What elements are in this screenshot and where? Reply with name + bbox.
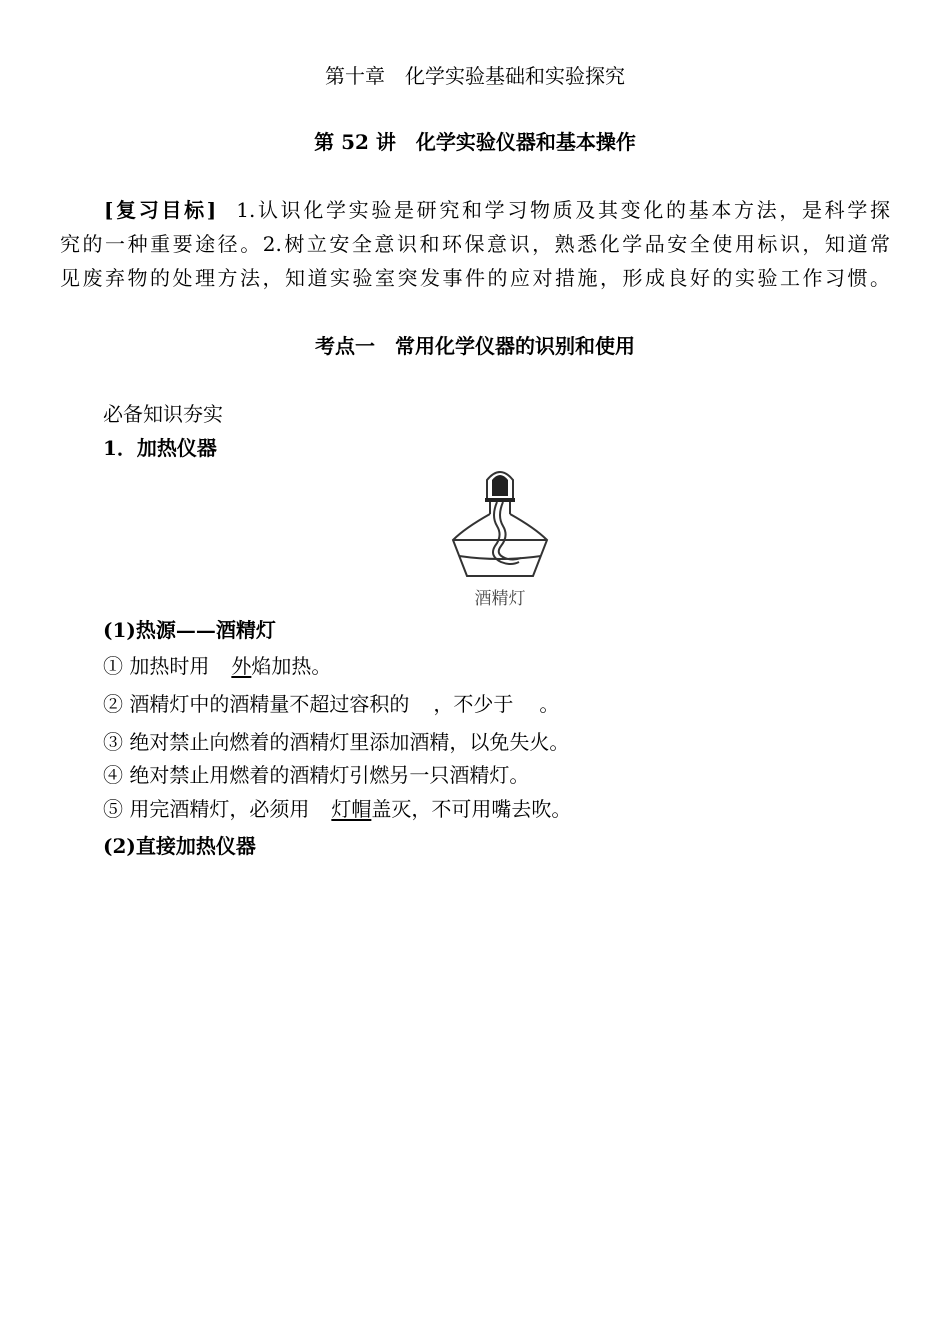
chapter-title: 第十章 化学实验基础和实验探究 — [325, 64, 625, 88]
rule-5-answer: 灯帽 — [331, 797, 372, 821]
section-title: 考点一 常用化学仪器的识别和使用 — [315, 334, 635, 358]
rule-5: ⑤ 用完酒精灯，必须用 灯帽盖灭，不可用嘴去吹。 — [103, 797, 572, 821]
rule-1: ① 加热时用 外焰加热。 — [103, 654, 332, 678]
item1-title: 1．加热仪器 — [103, 436, 217, 460]
review-goals-text-1: 1.认识化学实验是研究和学习物质及其变化的基本方法，是科学探 — [236, 198, 890, 222]
review-goals-line-2: 究的一种重要途径。2.树立安全意识和环保意识，熟悉化学品安全使用标识，知道常 — [60, 232, 890, 256]
rule-4: ④ 绝对禁止用燃着的酒精灯引燃另一只酒精灯。 — [103, 763, 530, 787]
direct-heating-title: (2)直接加热仪器 — [103, 834, 256, 858]
subheading: 必备知识夯实 — [103, 402, 223, 426]
review-goals-line-1 — [60, 198, 890, 222]
review-goals-line-3: 见废弃物的处理方法，知道实验室突发事件的应对措施，形成良好的实验工作习惯。 — [60, 266, 890, 290]
figure-caption: 酒精灯 — [474, 589, 526, 609]
lecture-title: 第 52 讲 化学实验仪器和基本操作 — [314, 130, 636, 154]
heat-source-title: (1)热源——酒精灯 — [103, 618, 276, 642]
rule-1-answer: 外 — [231, 654, 252, 678]
alcohol-lamp-illustration — [445, 466, 555, 582]
rule-2: ② 酒精灯中的酒精量不超过容积的 ，不少于 。 — [103, 692, 560, 716]
rule-3: ③ 绝对禁止向燃着的酒精灯里添加酒精，以免失火。 — [103, 730, 570, 754]
review-goals-label: [复习目标] — [104, 198, 217, 222]
